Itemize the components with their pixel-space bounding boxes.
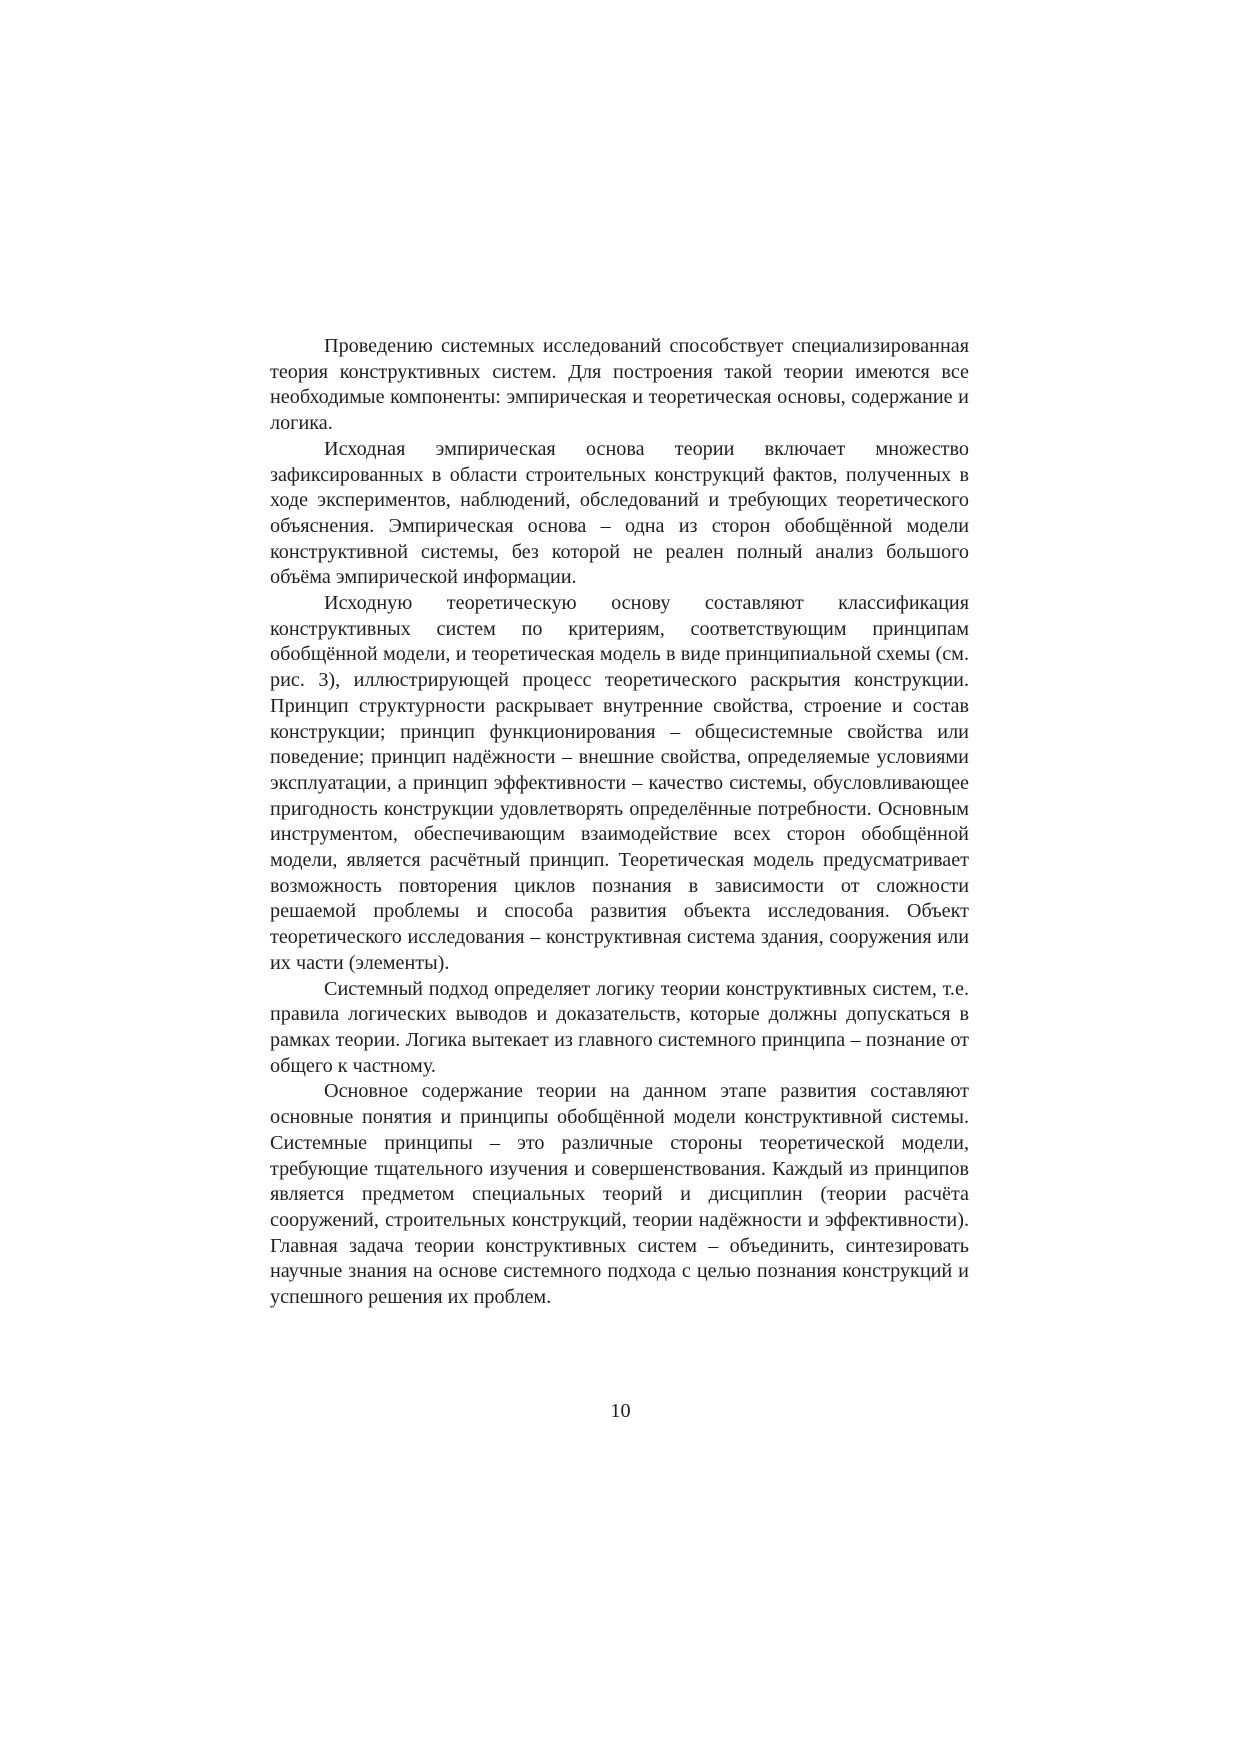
paragraph: Проведению системных исследований способствует специализированная теория конструктивных систем. Для построения такой теории имеются все необходимые компоненты: эмпирическая и теоретическая основы, содержание и логика. (270, 335, 969, 435)
page-number: 10 (610, 1400, 631, 1422)
body-text (270, 334, 969, 1311)
paragraph: Основное содержание теории на данном этапе развития составляют основные понятия и принципы обобщённой модели конструктивной системы. Системные принципы – это различные стороны теоретической модели, требующие тщательного изучения и совершенствования. Каждый из принципов является предметом специальных теорий и дисциплин (теории расчёта сооружений, строительных конструкций, теории надёжности и эффективности). Главная задача теории конструктивных систем – объединить, синтезировать научные знания на основе системного подхода с целью познания конструкций и успешного решения их проблем. (270, 1080, 969, 1309)
paragraph: Исходную теоретическую основу составляют классификация конструктивных систем по критериям, соответствующим принципам обобщённой модели, и теоретическая модель в виде принципиальной схемы (см. рис. 3), иллюстрирующей процесс теоретического раскрытия конструкции. Принцип структурности раскрывает внутренние свойства, строение и состав конструкции; принцип функционирования – общесистемные свойства или поведение; принцип надёжности – внешние свойства, определяемые условиями эксплуатации, а принцип эффективности – качество системы, обусловливающее пригодность конструкции удовлетворять определённые потребности. Основным инструментом, обеспечивающим взаимодействие всех сторон обобщённой модели, является расчётный принцип. Теоретическая модель предусматривает возможность повторения циклов познания в зависимости от сложности решаемой проблемы и способа развития объекта исследования. Объект теоретического исследования – конструктивная система здания, сооружения или их части (элементы). (270, 592, 969, 974)
paragraph: Исходная эмпирическая основа теории включает множество зафиксированных в области строительных конструкций фактов, полученных в ходе экспериментов, наблюдений, обследований и требующих теоретического объяснения. Эмпирическая основа – одна из сторон обобщённой модели конструктивной системы, без которой не реален полный анализ большого объёма эмпирической информации. (270, 437, 969, 589)
paragraph: Системный подход определяет логику теории конструктивных систем, т.е. правила логических выводов и доказательств, которые должны допускаться в рамках теории. Логика вытекает из главного системного принципа – познание от общего к частному. (270, 977, 969, 1077)
